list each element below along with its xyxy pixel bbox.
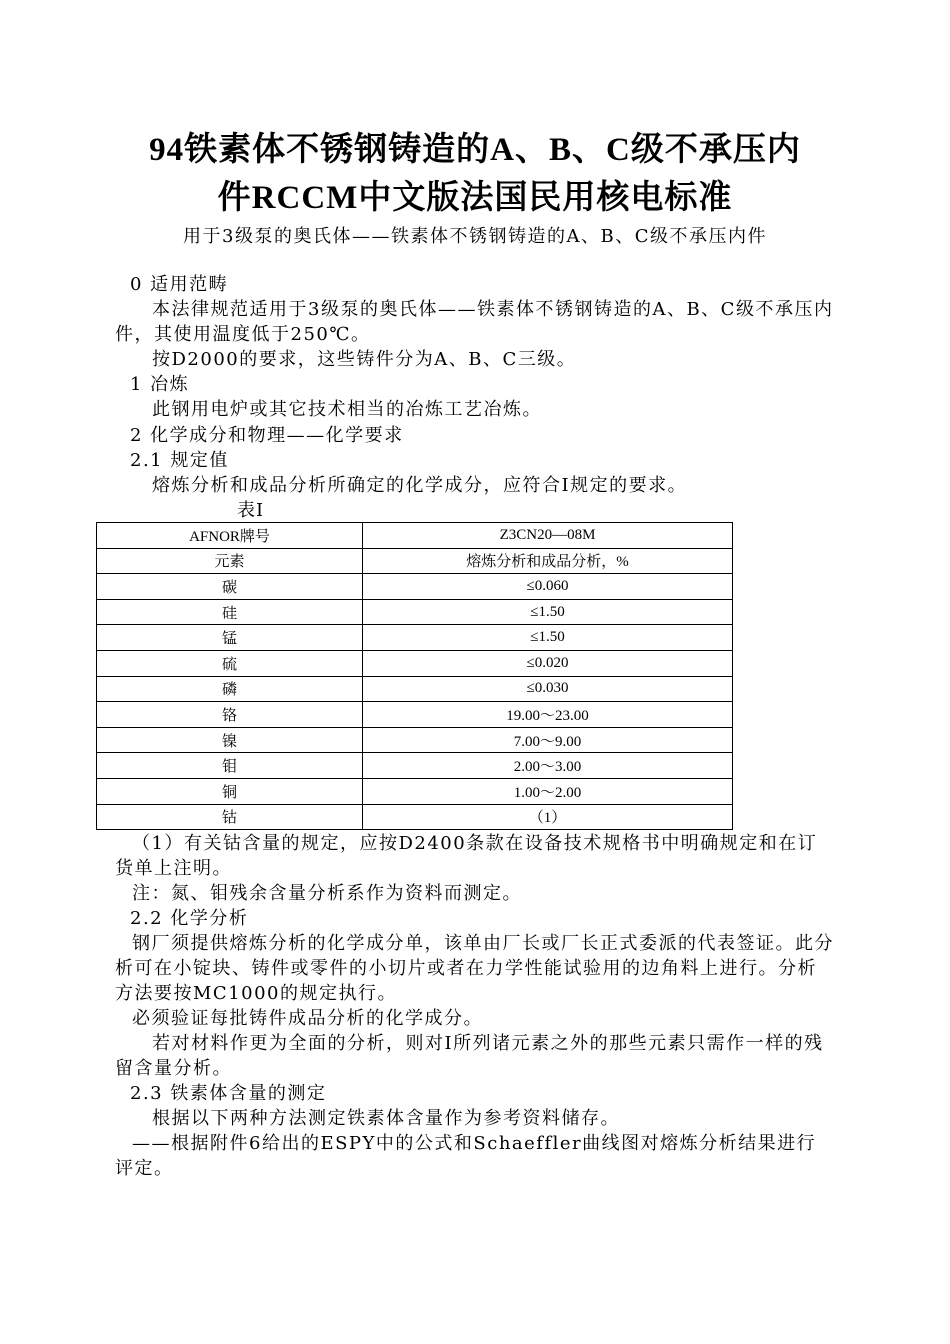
element-cell: 锰 <box>97 625 363 651</box>
element-cell: 磷 <box>97 676 363 702</box>
section-2-3-paragraph-2: ——根据附件6给出的ESPY中的公式和Schaeffler曲线图对熔炼分析结果进行评定。 <box>115 1133 817 1179</box>
value-cell: （1） <box>363 804 733 830</box>
section-0-paragraph-2: 按D2000的要求，这些铸件分为A、B、C三级。 <box>152 349 577 370</box>
table-header-cell: AFNOR牌号 <box>97 523 363 549</box>
section-2-2-paragraph-3: 若对材料作更为全面的分析，则对I所列诸元素之外的那些元素只需作一样的残留含量分析。 <box>115 1033 824 1079</box>
table-row <box>97 625 733 651</box>
table-row <box>97 778 733 804</box>
table-caption: 表I <box>237 500 265 521</box>
element-cell: 硫 <box>97 650 363 676</box>
table-row <box>97 574 733 600</box>
element-cell: 铜 <box>97 778 363 804</box>
section-1-paragraph-1: 此钢用电炉或其它技术相当的冶炼工艺冶炼。 <box>152 399 542 420</box>
table-header-row <box>97 523 733 549</box>
section-2-2-heading: 2.2 化学分析 <box>130 908 249 929</box>
value-cell: 2.00～3.00 <box>363 753 733 779</box>
element-cell: 钼 <box>97 753 363 779</box>
table-row <box>97 676 733 702</box>
table-row <box>97 599 733 625</box>
section-2-3-heading: 2.3 铁素体含量的测定 <box>130 1083 327 1104</box>
table-note-2: 注：氮、钼残余含量分析系作为资料而测定。 <box>132 883 522 904</box>
section-2-2-paragraph-2: 必须验证每批铸件成品分析的化学成分。 <box>132 1008 483 1029</box>
table-row <box>97 804 733 830</box>
element-cell: 钴 <box>97 804 363 830</box>
value-cell: ≤1.50 <box>363 599 733 625</box>
table-note-1: （1）有关钴含量的规定，应按D2400条款在设备技术规格书中明确规定和在订货单上注明。 <box>115 833 818 879</box>
table-subheader-row <box>97 548 733 574</box>
element-cell: 硅 <box>97 599 363 625</box>
section-0-heading: 0 适用范畴 <box>130 274 229 295</box>
section-2-3-paragraph-1: 根据以下两种方法测定铁素体含量作为参考资料储存。 <box>152 1108 620 1129</box>
element-cell: 碳 <box>97 574 363 600</box>
value-cell: 1.00～2.00 <box>363 778 733 804</box>
section-2-1-paragraph-1: 熔炼分析和成品分析所确定的化学成分，应符合I规定的要求。 <box>152 475 688 496</box>
table-subheader-cell: 元素 <box>97 548 363 574</box>
value-cell: ≤0.030 <box>363 676 733 702</box>
element-cell: 铬 <box>97 702 363 728</box>
title-line-1: 94铁素体不锈钢铸造的A、B、C级不承压内 <box>149 132 801 168</box>
value-cell: 7.00～9.00 <box>363 727 733 753</box>
section-2-heading: 2 化学成分和物理——化学要求 <box>130 425 404 446</box>
table-subheader-cell: 熔炼分析和成品分析，% <box>363 548 733 574</box>
section-2-1-heading: 2.1 规定值 <box>130 450 229 471</box>
chemical-composition-table <box>96 522 733 830</box>
element-cell: 镍 <box>97 727 363 753</box>
section-1-heading: 1 冶炼 <box>130 374 190 395</box>
subtitle: 用于3级泵的奥氏体——铁素体不锈钢铸造的A、B、C级不承压内件 <box>183 226 767 247</box>
table-row <box>97 702 733 728</box>
section-2-2-paragraph-1: 钢厂须提供熔炼分析的化学成分单，该单由厂长或厂长正式委派的代表签证。此分析可在小锭块、铸件或零件的小切片或者在力学性能试验用的边角料上进行。分析方法要按MC1000的规定执行。 <box>115 933 834 1004</box>
table-row <box>97 753 733 779</box>
value-cell: 19.00～23.00 <box>363 702 733 728</box>
table-header-cell: Z3CN20—08M <box>363 523 733 549</box>
value-cell: ≤0.020 <box>363 650 733 676</box>
title-line-2: 件RCCM中文版法国民用核电标准 <box>217 180 733 216</box>
table-row <box>97 650 733 676</box>
value-cell: ≤1.50 <box>363 625 733 651</box>
table-row <box>97 727 733 753</box>
section-0-paragraph-1: 本法律规范适用于3级泵的奥氏体——铁素体不锈钢铸造的A、B、C级不承压内件，其使用温度低于250℃。 <box>115 299 834 345</box>
value-cell: ≤0.060 <box>363 574 733 600</box>
